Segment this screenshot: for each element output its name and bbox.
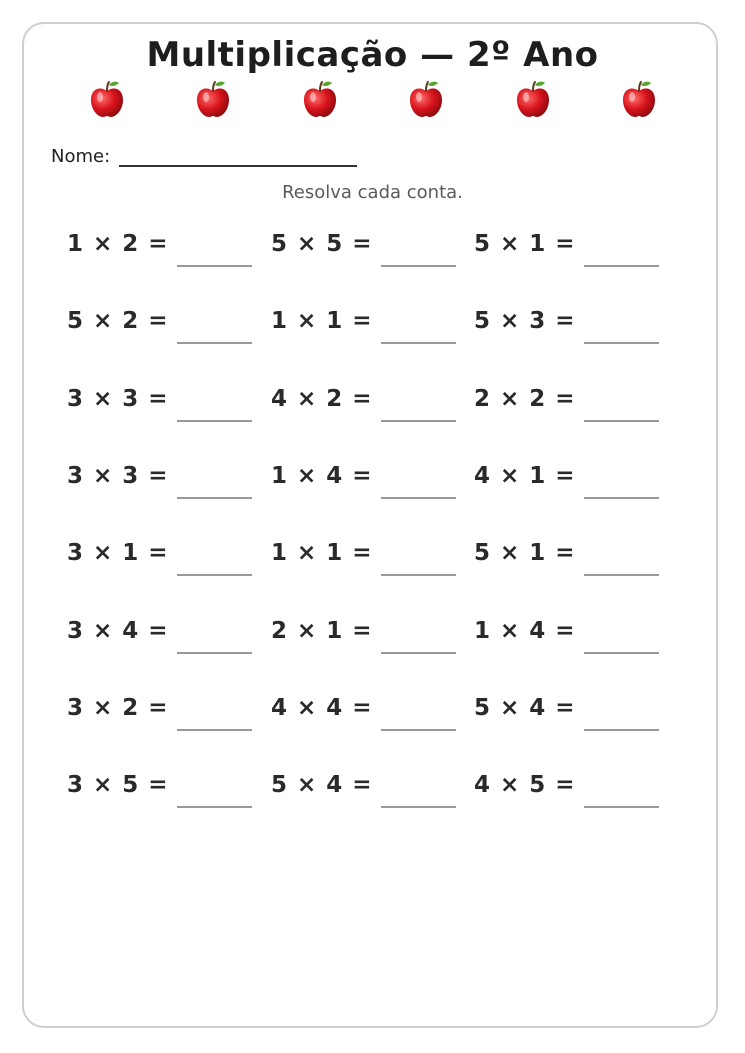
answer-blank[interactable] — [381, 574, 456, 576]
problem-expression: 2 × 2 = — [474, 385, 576, 412]
answer-blank[interactable] — [177, 729, 252, 731]
answer-blank[interactable] — [177, 806, 252, 808]
answer-blank[interactable] — [381, 806, 456, 808]
problem-expression: 3 × 3 = — [67, 385, 169, 412]
answer-blank[interactable] — [381, 497, 456, 499]
problem-expression: 5 × 2 = — [67, 308, 169, 335]
problem-expression: 5 × 1 = — [474, 231, 576, 257]
problem-expression: 1 × 4 = — [271, 462, 373, 489]
red-apple-icon — [408, 80, 444, 118]
answer-blank[interactable] — [381, 652, 456, 654]
worksheet-border — [22, 22, 718, 1028]
answer-blank[interactable] — [584, 574, 659, 576]
answer-blank[interactable] — [177, 497, 252, 499]
answer-blank[interactable] — [584, 729, 659, 731]
problem-expression: 5 × 4 = — [474, 694, 576, 721]
problem-expression: 4 × 1 = — [474, 462, 576, 489]
red-apple-icon — [302, 80, 338, 118]
instructions: Resolva cada conta. — [282, 182, 463, 203]
answer-blank[interactable] — [177, 342, 252, 344]
problem-expression: 5 × 5 = — [271, 231, 373, 257]
answer-blank[interactable] — [177, 574, 252, 576]
problem-expression: 4 × 5 = — [474, 772, 576, 799]
problem-expression: 3 × 2 = — [67, 694, 169, 721]
problem-expression: 2 × 1 = — [271, 617, 373, 644]
name-field[interactable] — [119, 165, 357, 167]
problem-expression: 4 × 2 = — [271, 385, 373, 412]
apple-decoration-row — [89, 80, 661, 120]
problem-expression: 4 × 4 = — [271, 694, 373, 721]
answer-blank[interactable] — [584, 265, 659, 267]
problem-expression: 5 × 1 = — [474, 540, 576, 567]
answer-blank[interactable] — [584, 342, 659, 344]
red-apple-icon — [195, 80, 231, 118]
problem-expression: 1 × 1 = — [271, 308, 373, 335]
problem-expression: 3 × 5 = — [67, 772, 169, 799]
answer-blank[interactable] — [381, 265, 456, 267]
answer-blank[interactable] — [584, 806, 659, 808]
problem-expression: 3 × 1 = — [67, 540, 169, 567]
red-apple-icon — [89, 80, 125, 118]
problem-expression: 5 × 3 = — [474, 308, 576, 335]
problem-expression: 1 × 1 = — [271, 540, 373, 567]
name-label: Nome: — [51, 146, 111, 167]
answer-blank[interactable] — [584, 497, 659, 499]
answer-blank[interactable] — [584, 420, 659, 422]
answer-blank[interactable] — [177, 265, 252, 267]
answer-blank[interactable] — [381, 420, 456, 422]
problem-expression: 1 × 2 = — [67, 231, 169, 257]
red-apple-icon — [621, 80, 657, 118]
problem-expression: 1 × 4 = — [474, 617, 576, 644]
answer-blank[interactable] — [177, 420, 252, 422]
answer-blank[interactable] — [381, 342, 456, 344]
worksheet-title: Multiplicação — 2º Ano — [146, 35, 599, 75]
answer-blank[interactable] — [381, 729, 456, 731]
red-apple-icon — [515, 80, 551, 118]
problem-expression: 3 × 4 = — [67, 617, 169, 644]
answer-blank[interactable] — [584, 652, 659, 654]
problem-expression: 5 × 4 = — [271, 772, 373, 799]
problem-expression: 3 × 3 = — [67, 462, 169, 489]
answer-blank[interactable] — [177, 652, 252, 654]
